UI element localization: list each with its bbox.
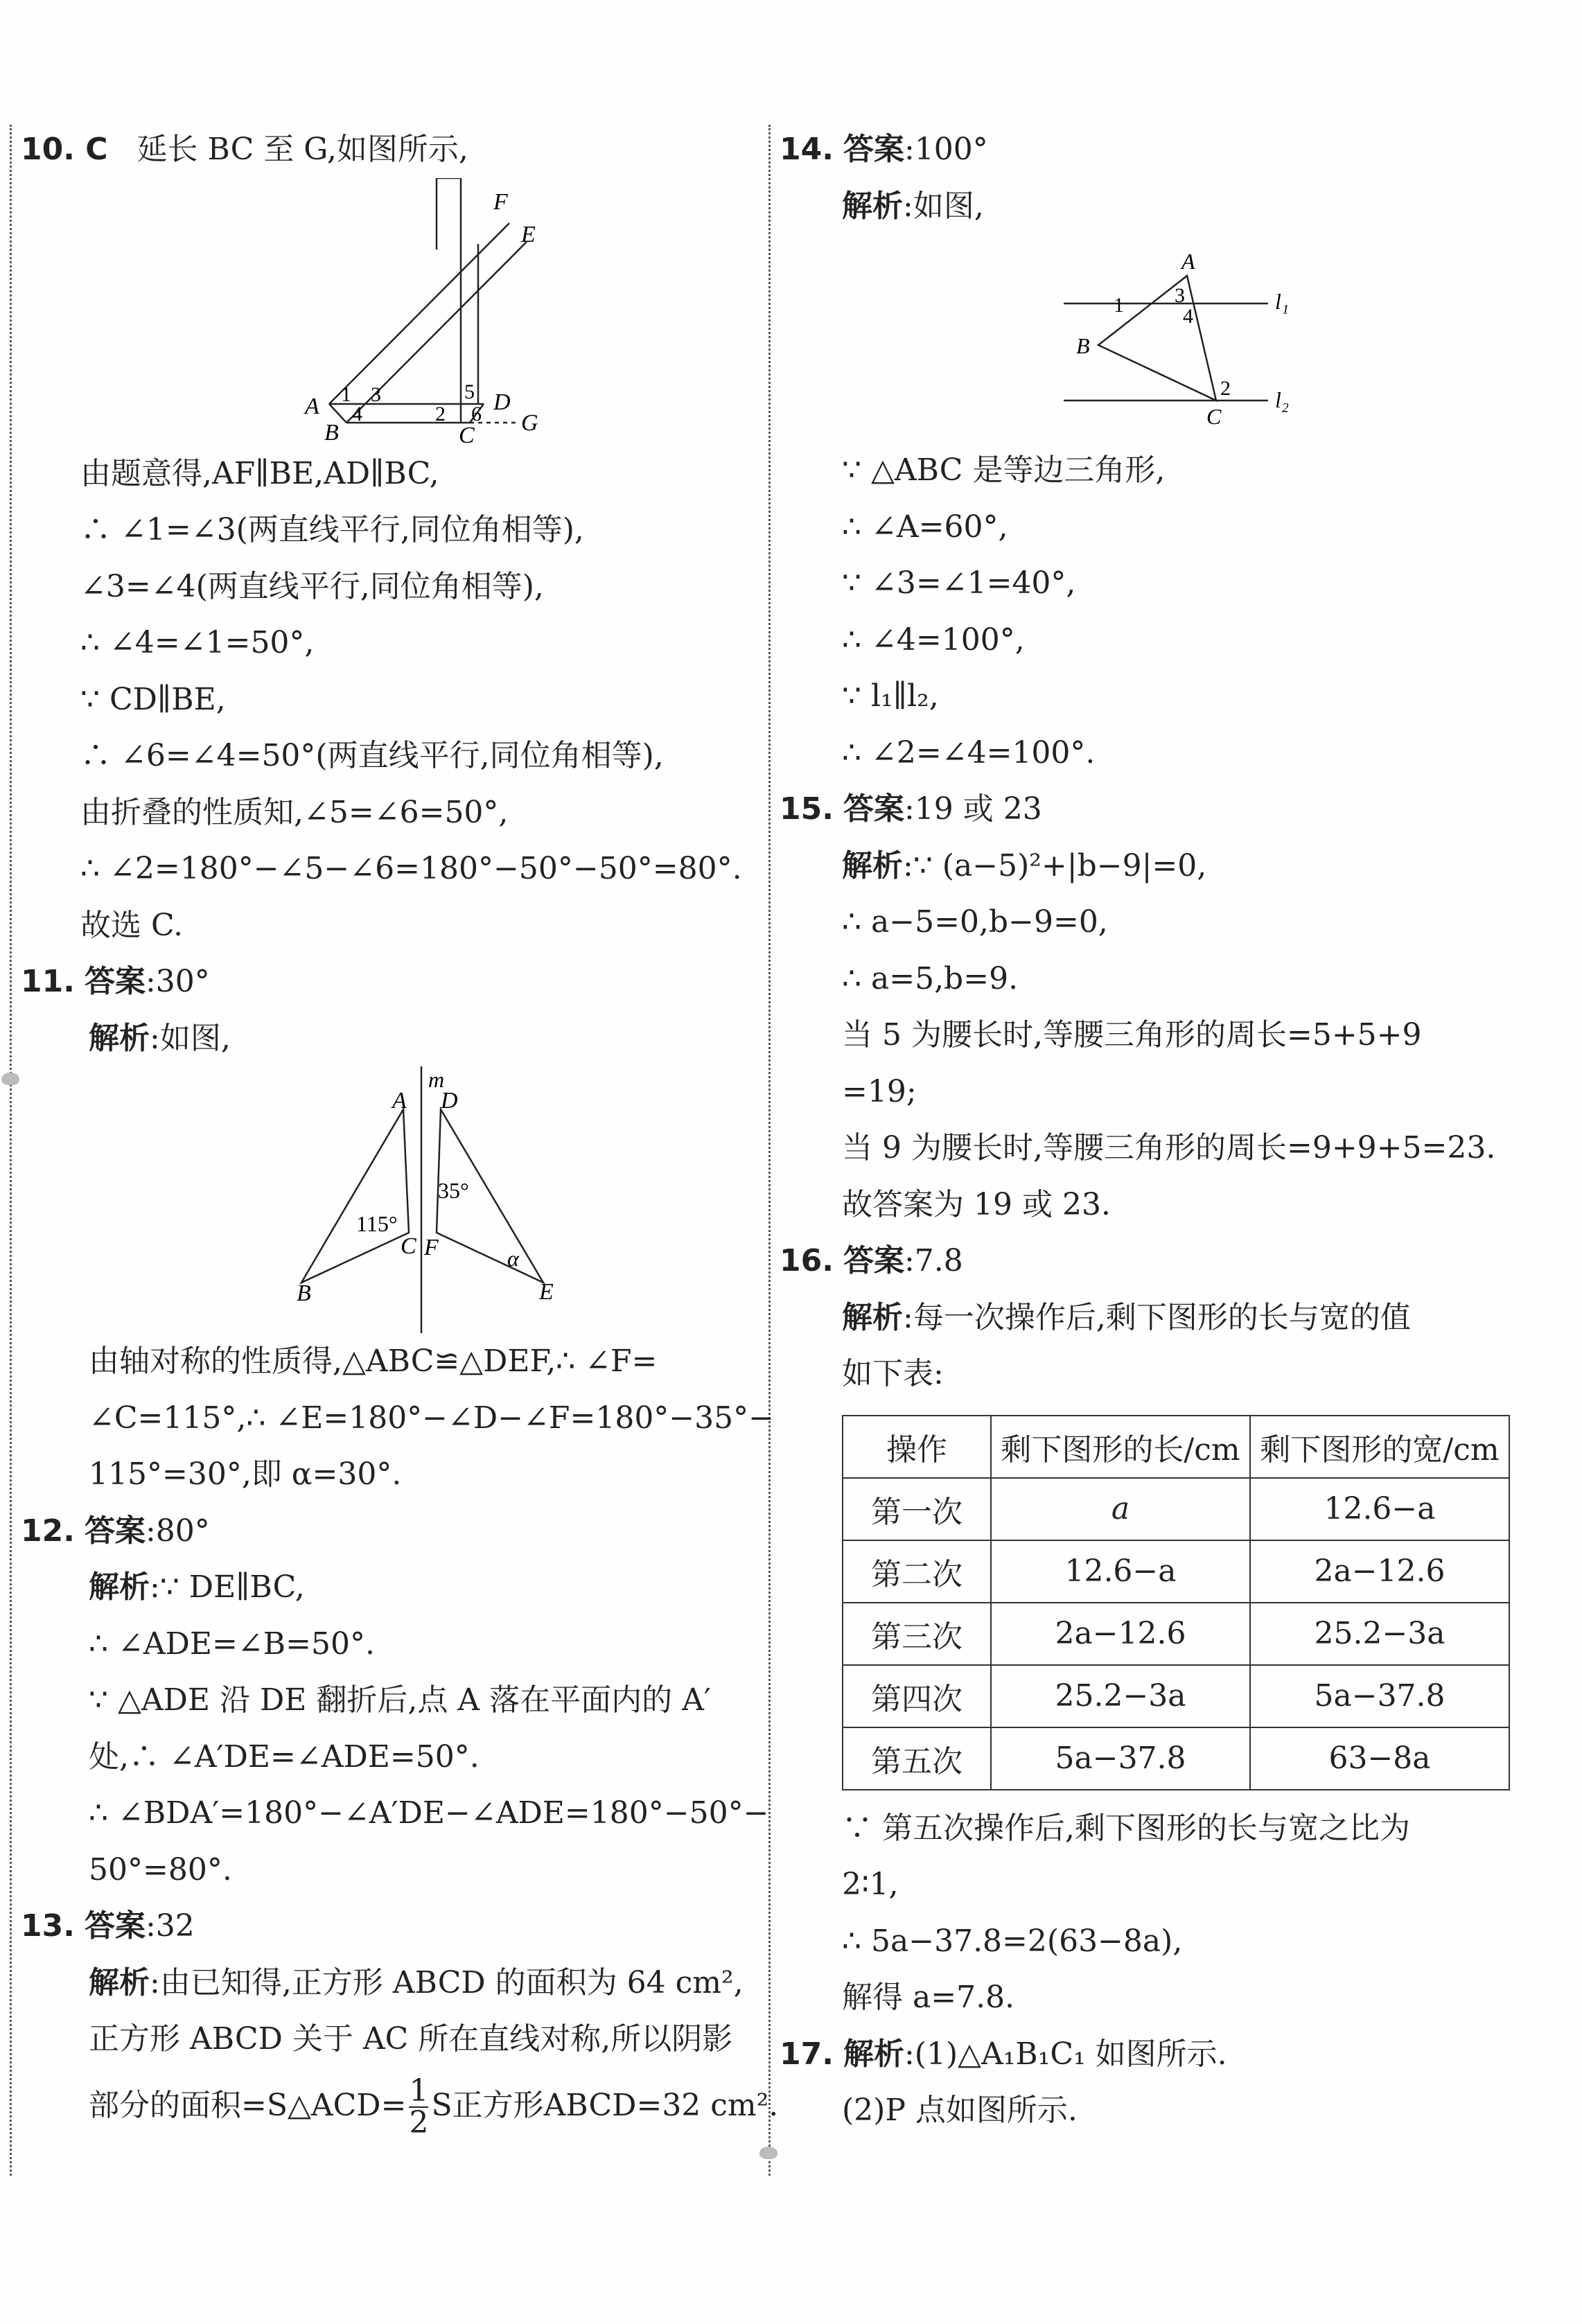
q10-heading: [21, 121, 755, 178]
q11-answer-line: 11. 答案:30°: [21, 964, 210, 999]
q14-angle-3: 3: [1175, 284, 1185, 307]
q14-analysis-label: 解析: [842, 188, 903, 224]
q15-analysis-label: 解析: [842, 847, 903, 883]
q10-line: ∴ ∠6=∠4=50°(两直线平行,同位角相等),: [80, 738, 664, 773]
q16-line: ∵ 第五次操作后,剩下图形的长与宽之比为: [842, 1810, 1410, 1846]
q14-answer-line: 14. 答案:100°: [780, 132, 988, 167]
q16-analysis-first-line: 解析:每一次操作后,剩下图形的长与宽的值: [842, 1299, 1411, 1335]
q15-line: 故答案为 19 或 23.: [842, 1186, 1111, 1222]
q17-part1: (1)△A₁B₁C₁ 如图所示.: [914, 2036, 1227, 2072]
q10-label-f: F: [493, 188, 508, 215]
q11-analysis-intro-line: 解析:如图,: [89, 1020, 231, 1056]
q10-line: 由题意得,AF∥BE,AD∥BC,: [80, 455, 439, 491]
q13-area-prefix: 部分的面积=S△ACD=: [89, 2087, 407, 2123]
q12-answer-label: 答案: [84, 1513, 146, 1549]
table-cell: 25.2−3a: [991, 1665, 1250, 1727]
q14-answer-label: 答案: [843, 132, 904, 167]
column-divider-dotted-line: [768, 125, 771, 2176]
q14-angle-1: 1: [1114, 294, 1124, 317]
q11-label-f: F: [424, 1235, 439, 1260]
table-cell: 12.6−a: [991, 1540, 1250, 1603]
table-cell: 5a−37.8: [1250, 1665, 1509, 1727]
q14-label-b: B: [1076, 333, 1090, 358]
q15-line: 当 5 为腰长时,等腰三角形的周长=5+5+9: [842, 1017, 1422, 1053]
q13-answer: 32: [155, 1908, 195, 1944]
q14-answer: 100°: [914, 132, 988, 167]
q16-answer-label: 答案: [843, 1243, 904, 1278]
q12-answer-line: 12. 答案:80°: [21, 1513, 210, 1549]
q11-line: ∠C=115°,∴ ∠E=180°−∠D−∠F=180°−35°−: [89, 1400, 775, 1436]
q13-answer-label: 答案: [84, 1908, 146, 1944]
q14-number: 14.: [780, 132, 834, 167]
q14-label-a: A: [1181, 249, 1195, 274]
q14-label-l2: l₂: [1275, 387, 1290, 412]
q14-angle-2: 2: [1220, 377, 1231, 400]
q16-line: ∴ 5a−37.8=2(63−8a),: [842, 1923, 1183, 1959]
q10-fold-diagram: [21, 178, 755, 446]
q11-label-d: D: [441, 1088, 458, 1113]
q11-figure: [21, 1066, 755, 1333]
q12-analysis-label: 解析: [89, 1569, 150, 1605]
q15-answer-label: 答案: [843, 791, 904, 827]
q10-label-c: C: [459, 422, 475, 446]
q17-analysis-label: 解析: [843, 2036, 904, 2072]
q16-analysis-second: 如下表:: [842, 1356, 944, 1391]
q16-operations-table: [842, 1415, 1510, 1790]
q16-answer: 7.8: [914, 1243, 963, 1278]
q13-area-suffix: S正方形ABCD=32 cm².: [431, 2087, 779, 2123]
q13-line1: 由已知得,正方形 ABCD 的面积为 64 cm²,: [159, 1964, 744, 2000]
q11-label-a: A: [392, 1088, 407, 1113]
q12-answer: 80°: [155, 1513, 210, 1549]
left-margin-dotted-line: [10, 125, 12, 2176]
q12-line: 50°=80°.: [89, 1851, 232, 1887]
q14-figure: [780, 234, 1514, 442]
table-cell: 第三次: [843, 1603, 991, 1665]
right-column: [780, 121, 1514, 2139]
table-cell: 25.2−3a: [1250, 1603, 1509, 1665]
q14-analysis-intro-line: 解析:如图,: [842, 188, 984, 224]
q16-answer-line: 16. 答案:7.8: [780, 1243, 963, 1278]
q12-line: ∴ ∠ADE=∠B=50°.: [89, 1626, 375, 1662]
q14-line: ∵ l₁∥l₂,: [842, 678, 939, 714]
q10-label-d: D: [493, 389, 511, 415]
q14-line: ∴ ∠4=100°,: [842, 622, 1025, 658]
q10-line: ∠3=∠4(两直线平行,同位角相等),: [80, 568, 544, 604]
q15-number: 15.: [780, 791, 834, 827]
q11-angle-115: 115°: [356, 1211, 398, 1236]
q12-line: 处,∴ ∠A′DE=∠ADE=50°.: [89, 1738, 480, 1775]
q15-line: =19;: [842, 1073, 917, 1109]
table-cell: 2a−12.6: [1250, 1540, 1509, 1603]
q10-line: 由折叠的性质知,∠5=∠6=50°,: [80, 794, 509, 830]
q12-number: 12.: [21, 1513, 75, 1549]
q10-line: ∵ CD∥BE,: [80, 681, 226, 717]
q15-line: 当 9 为腰长时,等腰三角形的周长=9+9+5=23.: [842, 1130, 1496, 1165]
table-header-row: [843, 1416, 1509, 1478]
table-header-cell: 剩下图形的长/cm: [991, 1416, 1250, 1478]
left-column: [21, 121, 779, 2144]
q11-number: 11.: [21, 964, 75, 999]
q16-analysis-first: 每一次操作后,剩下图形的长与宽的值: [913, 1299, 1411, 1335]
q16-number: 16.: [780, 1243, 834, 1278]
table-row: [843, 1478, 1509, 1540]
q14-line: ∴ ∠A=60°,: [842, 509, 1008, 545]
q15-line: ∴ a=5,b=9.: [842, 960, 1019, 996]
q12-line: ∵ △ADE 沿 DE 翻折后,点 A 落在平面内的 A′: [89, 1682, 711, 1718]
q10-angle-4: 4: [352, 402, 362, 425]
q10-line-a-f: [329, 223, 509, 404]
q13-area-line: [21, 2068, 779, 2144]
q10-answer-tag: 10. C: [21, 132, 108, 167]
q10-line: ∴ ∠2=180°−∠5−∠6=180°−50°−50°=80°.: [80, 851, 742, 886]
q13-frac-numerator: 1: [409, 2073, 429, 2109]
q10-angle-6: 6: [471, 402, 482, 425]
table-cell: 第五次: [843, 1727, 991, 1790]
table-cell: 63−8a: [1250, 1727, 1509, 1790]
q11-label-b: B: [297, 1280, 311, 1306]
q17-number: 17.: [780, 2036, 834, 2072]
q11-line: 115°=30°,即 α=30°.: [89, 1456, 402, 1492]
q10-line: 故选 C.: [80, 907, 184, 943]
table-cell: 12.6−a: [1250, 1478, 1509, 1540]
q12-analysis-first: ∵ DE∥BC,: [159, 1569, 305, 1605]
q17-part2: (2)P 点如图所示.: [842, 2093, 1078, 2128]
q14-angle-4: 4: [1183, 305, 1193, 328]
q11-analysis-intro: 如图,: [159, 1020, 231, 1056]
q10-angle-2: 2: [435, 402, 446, 425]
table-cell: 5a−37.8: [991, 1727, 1250, 1790]
q11-label-m: m: [428, 1067, 445, 1092]
q17-analysis-line: 17. 解析:(1)△A₁B₁C₁ 如图所示.: [780, 2036, 1227, 2072]
q13-fraction: [409, 2073, 429, 2140]
q12-analysis-first-line: 解析:∵ DE∥BC,: [89, 1569, 305, 1605]
q12-line: ∴ ∠BDA′=180°−∠A′DE−∠ADE=180°−50°−: [89, 1795, 769, 1831]
q11-angle-alpha: α: [507, 1246, 519, 1271]
q15-answer-line: 15. 答案:19 或 23: [780, 791, 1042, 827]
q15-answer: 19 或 23: [914, 791, 1042, 827]
q14-line: ∵ △ABC 是等边三角形,: [842, 452, 1166, 488]
q14-label-l1: l₁: [1275, 289, 1290, 314]
table-row: [843, 1727, 1509, 1790]
q15-analysis-first-line: 解析:∵ (a−5)²+|b−9|=0,: [842, 847, 1207, 883]
q11-triangle-abc: [301, 1109, 409, 1283]
q11-label-e: E: [539, 1279, 554, 1305]
table-cell: 2a−12.6: [991, 1603, 1250, 1665]
table-cell: 第二次: [843, 1540, 991, 1603]
q14-line: ∵ ∠3=∠1=40°,: [842, 565, 1076, 601]
q10-angle-1: 1: [341, 382, 351, 406]
q10-label-a: A: [305, 393, 319, 419]
q11-symmetry-diagram: [21, 1066, 755, 1333]
q10-strip-left-edge: [437, 178, 461, 249]
q10-line: ∴ ∠1=∠3(两直线平行,同位角相等),: [80, 512, 584, 547]
q16-analysis-label: 解析: [842, 1299, 903, 1335]
table-row: [843, 1603, 1509, 1665]
q10-label-e: E: [521, 221, 536, 247]
q13-frac-denominator: 2: [409, 2105, 429, 2140]
q13-answer-line: 13. 答案:32: [21, 1908, 195, 1944]
table-cell: a: [991, 1478, 1250, 1540]
q10-intro: 延长 BC 至 G,如图所示,: [137, 132, 468, 167]
table-cell: 第四次: [843, 1665, 991, 1727]
q14-parallel-lines-diagram: [780, 234, 1514, 442]
q13-number: 13.: [21, 1908, 75, 1944]
q13-analysis-label: 解析: [89, 1964, 150, 2000]
q10-label-g: G: [521, 410, 538, 436]
q10-figure: [21, 178, 755, 446]
binding-hole-mark: [759, 2147, 777, 2159]
q13-line2: 正方形 ABCD 关于 AC 所在直线对称,所以阴影: [89, 2021, 733, 2057]
q10-angle-5: 5: [464, 380, 475, 403]
q10-line: ∴ ∠4=∠1=50°,: [80, 625, 315, 660]
q14-label-c: C: [1206, 404, 1222, 429]
q15-line: ∴ a−5=0,b−9=0,: [842, 904, 1108, 940]
q13-analysis-line-1: 解析:由已知得,正方形 ABCD 的面积为 64 cm²,: [89, 1964, 744, 2000]
q10-angle-3: 3: [371, 382, 381, 406]
table-cell: 第一次: [843, 1478, 991, 1540]
table-row: [843, 1540, 1509, 1603]
q11-line: 由轴对称的性质得,△ABC≌△DEF,∴ ∠F=: [89, 1344, 658, 1379]
q16-line: 2∶1,: [842, 1867, 899, 1902]
table-header-cell: 剩下图形的宽/cm: [1250, 1416, 1509, 1478]
q15-analysis-first: ∵ (a−5)²+|b−9|=0,: [913, 847, 1207, 883]
q11-label-c: C: [401, 1233, 416, 1259]
q10-label-b: B: [324, 419, 339, 446]
table-header-cell: 操作: [843, 1416, 991, 1478]
binding-hole-mark: [1, 1073, 19, 1085]
table-row: [843, 1665, 1509, 1727]
q11-answer: 30°: [155, 964, 210, 999]
q14-analysis-intro: 如图,: [913, 188, 984, 224]
q11-angle-35: 35°: [438, 1178, 469, 1203]
q11-answer-label: 答案: [84, 964, 146, 999]
q14-line: ∴ ∠2=∠4=100°.: [842, 734, 1096, 771]
q16-line: 解得 a=7.8.: [842, 1980, 1015, 2015]
q11-analysis-label: 解析: [89, 1020, 150, 1056]
